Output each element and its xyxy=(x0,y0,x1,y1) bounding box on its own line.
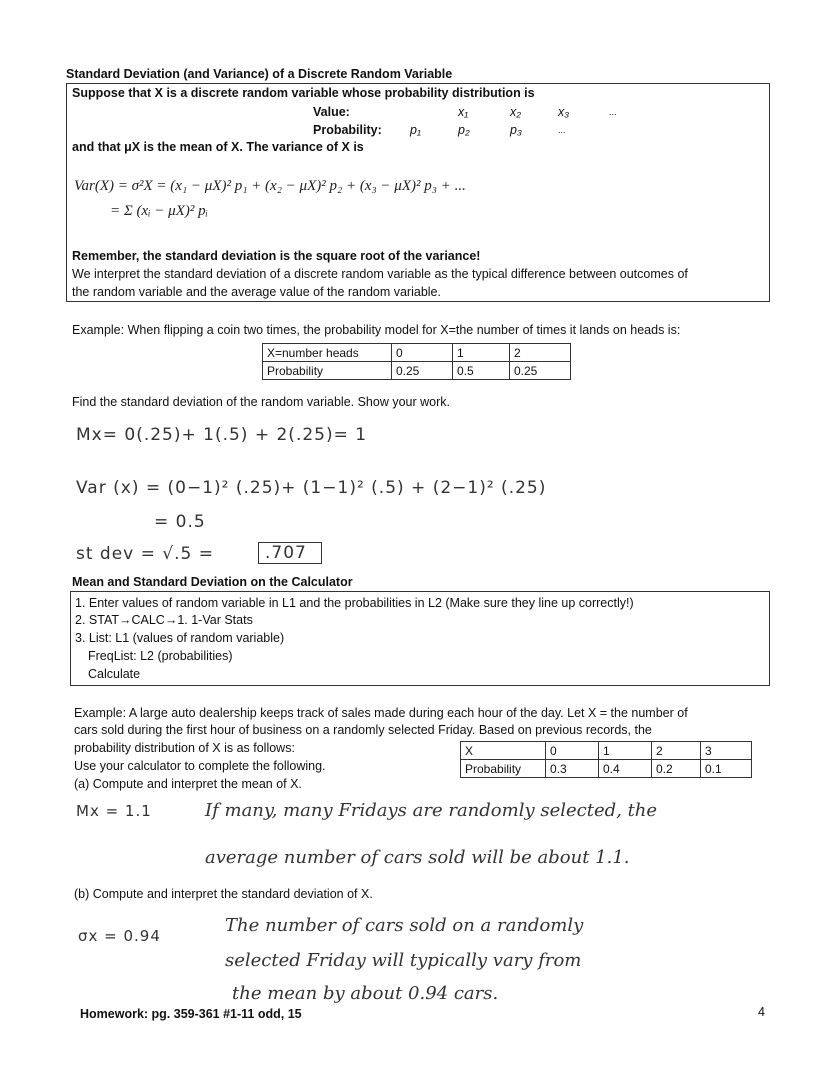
table-cell: 1 xyxy=(599,742,652,760)
table-cell: X=number heads xyxy=(263,344,392,362)
value-x3: x₃ xyxy=(558,105,570,119)
table-cell: 2 xyxy=(510,344,571,362)
table-cell: 0.5 xyxy=(453,362,510,380)
table-cell: 0.25 xyxy=(510,362,571,380)
calc-calculate: Calculate xyxy=(88,667,141,681)
interpret-line1: We interpret the standard deviation of a discrete random variable as the typical difference between outcomes of xyxy=(72,267,688,281)
handwritten-variance-result: = 0.5 xyxy=(154,512,206,532)
variance-formula-line1: Var(X) = σ²X = (x₁ − μX)² p₁ + (x₂ − μX)² p₂ + (x₃ − μX)² p₃ + ... xyxy=(74,178,466,194)
example2-line2: cars sold during the first hour of business on a randomly selected Friday. Based on previous records, the xyxy=(74,723,652,737)
table-row xyxy=(263,362,571,380)
remember-text: Remember, the standard deviation is the square root of the variance! xyxy=(72,249,481,263)
handwritten-stdev-interpretation-line1: The number of cars sold on a randomly xyxy=(225,915,584,936)
value-x2: x₂ xyxy=(510,105,522,119)
table-row xyxy=(263,344,571,362)
intro-text: Suppose that X is a discrete random variable whose probability distribution is xyxy=(72,86,535,100)
table-cell: 0.3 xyxy=(546,760,599,778)
calc-freqlist: FreqList: L2 (probabilities) xyxy=(88,649,233,663)
homework-line: Homework: pg. 359-361 #1-11 odd, 15 xyxy=(80,1007,302,1021)
handwritten-mean: Mx= 0(.25)+ 1(.5) + 2(.25)= 1 xyxy=(76,425,368,445)
table-cell: Probability xyxy=(461,760,546,778)
page-title: Standard Deviation (and Variance) of a Discrete Random Variable xyxy=(66,67,453,81)
find-instruction: Find the standard deviation of the random variable. Show your work. xyxy=(72,395,450,409)
value-label: Value: xyxy=(313,105,350,119)
table-cell: 2 xyxy=(652,742,701,760)
handwritten-stdev-answer: σx = 0.94 xyxy=(78,927,161,945)
table-cell: 0 xyxy=(392,344,453,362)
part-a-prompt: (a) Compute and interpret the mean of X. xyxy=(74,777,302,791)
handwritten-stdev-interpretation-line3: the mean by about 0.94 cars. xyxy=(232,983,499,1004)
cars-distribution-table xyxy=(460,741,752,778)
table-cell: Probability xyxy=(263,362,392,380)
calc-step3: 3. List: L1 (values of random variable) xyxy=(75,631,285,645)
calc-step1: 1. Enter values of random variable in L1 and the probabilities in L2 (Make sure they line up correctly!) xyxy=(75,596,634,610)
table-cell: 1 xyxy=(453,344,510,362)
probability-label: Probability: xyxy=(313,123,382,137)
handwritten-variance: Var (x) = (0−1)² (.25)+ (1−1)² (.5) + (2−1)² (.25) xyxy=(76,478,547,498)
calc-step2: 2. STAT→CALC→1. 1-Var Stats xyxy=(75,613,253,627)
interpret-line2: the random variable and the average value of the random variable. xyxy=(72,285,441,299)
part-b-prompt: (b) Compute and interpret the standard deviation of X. xyxy=(74,887,373,901)
table-cell: 0.2 xyxy=(652,760,701,778)
table-cell: 0.4 xyxy=(599,760,652,778)
table-cell: 0.25 xyxy=(392,362,453,380)
mean-line: and that μX is the mean of X. The variance of X is xyxy=(72,140,364,154)
table-cell: 0.1 xyxy=(701,760,752,778)
handwritten-stdev-interpretation-line2: selected Friday will typically vary from xyxy=(225,950,582,971)
table-cell: 0 xyxy=(546,742,599,760)
value-ellipsis: ... xyxy=(609,107,617,117)
handwritten-stdev-label: st dev = √.5 = xyxy=(76,544,214,564)
prob-p3: p₃ xyxy=(510,123,522,137)
handwritten-mean-interpretation-line1: If many, many Fridays are randomly selected, the xyxy=(205,800,658,821)
example2-line4: Use your calculator to complete the following. xyxy=(74,759,326,773)
table-row xyxy=(461,742,752,760)
example2-line3: probability distribution of X is as follows: xyxy=(74,741,295,755)
prob-p2: p₂ xyxy=(458,123,470,137)
example2-line1: Example: A large auto dealership keeps track of sales made during each hour of the day. Let X = the number of xyxy=(74,706,688,720)
table-cell: X xyxy=(461,742,546,760)
page-number: 4 xyxy=(758,1005,765,1019)
prob-ellipsis: ... xyxy=(558,125,566,135)
calculator-heading: Mean and Standard Deviation on the Calculator xyxy=(72,575,353,589)
example1-text: Example: When flipping a coin two times, the probability model for X=the number of times it lands on heads is: xyxy=(72,323,681,337)
handwritten-mean-answer: Mx = 1.1 xyxy=(76,802,152,820)
value-x1: x₁ xyxy=(458,105,469,119)
table-cell: 3 xyxy=(701,742,752,760)
handwritten-mean-interpretation-line2: average number of cars sold will be about 1.1. xyxy=(205,847,630,868)
table-row xyxy=(461,760,752,778)
handwritten-stdev-boxed-value: .707 xyxy=(258,542,322,564)
coin-distribution-table xyxy=(262,343,571,380)
variance-formula-line2: = Σ (xᵢ − μX)² pᵢ xyxy=(110,203,208,219)
prob-p1: p₁ xyxy=(410,123,421,137)
